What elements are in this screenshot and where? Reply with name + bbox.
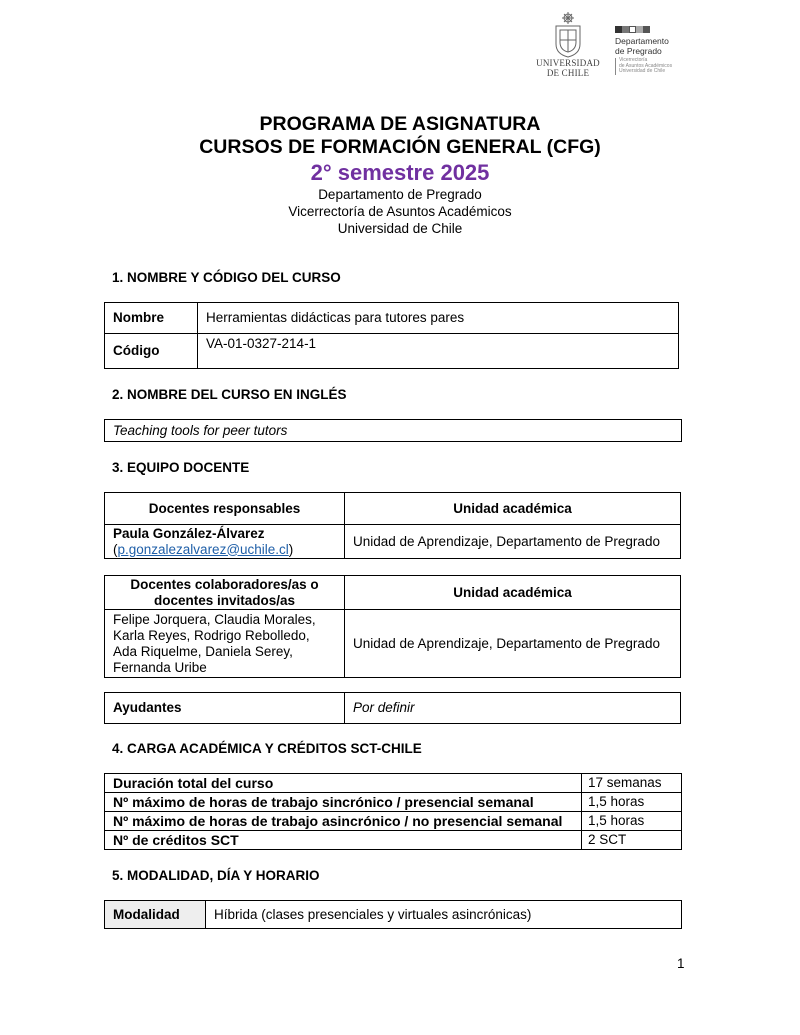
collab-unit: Unidad de Aprendizaje, Departamento de Pregrado <box>345 610 681 678</box>
semester-heading: 2° semestre 2025 <box>310 160 490 185</box>
academic-load-table <box>104 773 682 850</box>
table-row <box>105 812 682 831</box>
page-title: PROGRAMA DE ASIGNATURA <box>259 113 541 135</box>
assistants-table <box>104 692 681 724</box>
english-name-table <box>104 419 682 442</box>
name-label: Nombre <box>105 303 198 334</box>
modality-table <box>104 900 682 929</box>
dept-small-line2: de Asuntos Académicos <box>619 62 673 69</box>
table-row <box>105 493 681 525</box>
dept-small-line3: Universidad de Chile <box>619 68 666 74</box>
university-name-line2: DE CHILE <box>546 68 590 78</box>
responsible-unit: Unidad de Aprendizaje, Departamento de Pregrado <box>345 525 681 559</box>
table-row <box>105 901 682 929</box>
collab-header: Docentes colaboradores/as o docentes invitados/as <box>105 576 345 610</box>
table-row <box>105 831 682 850</box>
load-label-1: Nº máximo de horas de trabajo sincrónico / presencial semanal <box>105 793 582 812</box>
english-name-value: Teaching tools for peer tutors <box>105 420 682 442</box>
section-5-heading: 5. MODALIDAD, DÍA Y HORARIO <box>112 868 320 883</box>
table-row <box>105 334 679 369</box>
responsible-teachers-table <box>104 492 681 559</box>
table-row <box>105 525 681 559</box>
responsible-email-link[interactable]: p.gonzalezalvarez@uchile.cl <box>117 541 289 557</box>
departamento-pregrado-logo <box>615 26 695 75</box>
responsible-name: Paula González-Álvarez <box>113 525 265 541</box>
section-4-heading: 4. CARGA ACADÉMICA Y CRÉDITOS SCT-CHILE <box>112 741 422 756</box>
responsible-header: Docentes responsables <box>105 493 345 525</box>
load-label-2: Nº máximo de horas de trabajo asincrónico / no presencial semanal <box>105 812 582 831</box>
section-3-heading: 3. EQUIPO DOCENTE <box>112 460 250 475</box>
unit-header: Unidad académica <box>345 493 681 525</box>
dept-title-line2: de Pregrado <box>615 45 662 56</box>
collaborators-table <box>104 575 681 678</box>
page-subtitle: CURSOS DE FORMACIÓN GENERAL (CFG) <box>199 136 601 158</box>
header-department: Departamento de Pregrado <box>318 187 482 202</box>
dept-title-line1: Departamento <box>615 36 669 46</box>
load-label-0: Duración total del curso <box>105 774 582 793</box>
load-value-2: 1,5 horas <box>582 812 682 831</box>
table-row <box>105 576 681 610</box>
responsible-email-line <box>113 542 336 558</box>
header-vicerrectoria: Vicerrectoría de Asuntos Académicos <box>288 204 512 219</box>
responsible-cell <box>105 525 345 559</box>
load-value-0: 17 semanas <box>582 774 682 793</box>
table-row <box>105 420 682 442</box>
dept-subtitle <box>615 58 695 75</box>
collab-names: Felipe Jorquera, Claudia Morales, Karla Reyes, Rodrigo Rebolledo, Ada Riquelme, Daniela Serey, Fernanda Uribe <box>105 610 345 678</box>
load-value-3: 2 SCT <box>582 831 682 850</box>
course-name-code-table <box>104 302 679 369</box>
table-row <box>105 303 679 334</box>
section-1-heading: 1. NOMBRE Y CÓDIGO DEL CURSO <box>112 270 341 285</box>
table-row <box>105 793 682 812</box>
header-university: Universidad de Chile <box>337 221 463 236</box>
collab-unit-header: Unidad académica <box>345 576 681 610</box>
page-number: 1 <box>677 956 685 971</box>
assistants-label: Ayudantes <box>105 693 345 724</box>
code-label: Código <box>105 334 198 369</box>
email-paren-open: ( <box>113 541 118 557</box>
assistants-value: Por definir <box>345 693 681 724</box>
table-row <box>105 693 681 724</box>
university-seal-icon <box>550 12 586 58</box>
dept-blocks-icon <box>615 26 695 33</box>
table-row <box>105 774 682 793</box>
section-2-heading: 2. NOMBRE DEL CURSO EN INGLÉS <box>112 387 347 402</box>
modality-value: Híbrida (clases presenciales y virtuales asincrónicas) <box>206 901 682 929</box>
email-paren-close: ) <box>288 541 294 557</box>
universidad-de-chile-logo <box>533 12 603 78</box>
university-name-line1: UNIVERSIDAD <box>536 58 600 68</box>
load-label-3: Nº de créditos SCT <box>105 831 582 850</box>
code-value: VA-01-0327-214-1 <box>198 334 679 369</box>
load-value-1: 1,5 horas <box>582 793 682 812</box>
modality-label: Modalidad <box>105 901 206 929</box>
dept-small-line1: Vicerrectoría <box>619 57 648 63</box>
name-value: Herramientas didácticas para tutores pares <box>198 303 679 334</box>
table-row <box>105 610 681 678</box>
